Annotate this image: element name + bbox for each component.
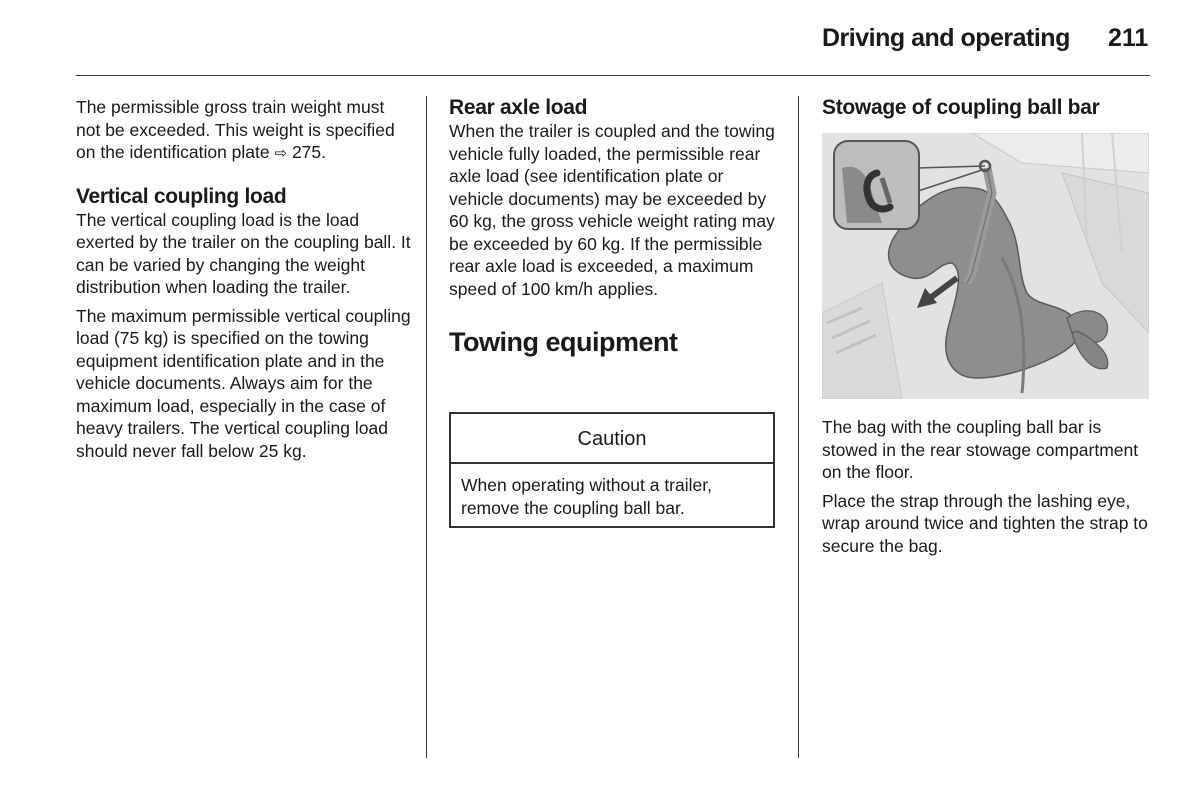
- caution-text: When operating without a trailer, remove the coupling ball bar.: [461, 475, 712, 518]
- paragraph-text: The permissible gross train weight must not be exceeded. This weight is specified on the identification plate: [76, 97, 395, 162]
- paragraph-vertical-load-max: The maximum permissible vertical coupling load (75 kg) is specified on the towing equipment identification plate and in the vehicle documents. Always aim for the maximum load, especially in the case of heavy trailers. The vertical coupling load should never fall below 25 kg.: [76, 305, 411, 461]
- running-header-section: Driving and operating: [822, 24, 1070, 52]
- column-1: [76, 96, 411, 462]
- arrow-right-icon: ⇨: [274, 145, 288, 162]
- cross-reference-page: 275.: [291, 142, 327, 162]
- heading-towing-equipment: Towing equipment: [449, 327, 678, 357]
- heading-stowage: Stowage of coupling ball bar: [822, 96, 1100, 119]
- column-3: [822, 96, 1152, 120]
- column-divider-1: [426, 96, 427, 758]
- caution-box: [449, 412, 775, 528]
- header-rule: [76, 75, 1150, 76]
- coupling-ball-bar-bag-illustration: [822, 133, 1149, 399]
- page-number: 211: [1108, 24, 1149, 52]
- paragraph-stowage-strap: Place the strap through the lashing eye, wrap around twice and tighten the strap to secure the bag.: [822, 490, 1148, 556]
- paragraph-stowage-location: The bag with the coupling ball bar is stowed in the rear stowage compartment on the floor.: [822, 417, 1139, 482]
- cross-reference[interactable]: [275, 142, 327, 162]
- column-2: [449, 96, 781, 357]
- paragraph-rear-axle-load: When the trailer is coupled and the towing vehicle fully loaded, the permissible rear axle load (see identification plate or vehicle documents) may be exceeded by 60 kg, the gross vehicle weight rating may be exceeded by 60 kg. If the permissible rear axle load is exceeded, a maximum speed of 100 km/h applies.: [449, 121, 775, 299]
- paragraph-gross-train-weight: [76, 96, 411, 166]
- paragraph-vertical-load-def: The vertical coupling load is the load exerted by the trailer on the coupling ball. It can be varied by changing the weight distribution when loading the trailer.: [76, 209, 411, 297]
- heading-vertical-coupling-load: Vertical coupling load: [76, 184, 287, 208]
- heading-rear-axle-load: Rear axle load: [449, 96, 588, 119]
- column-divider-2: [798, 96, 799, 758]
- caution-title: Caution: [451, 414, 773, 464]
- column-3-text: [822, 416, 1152, 557]
